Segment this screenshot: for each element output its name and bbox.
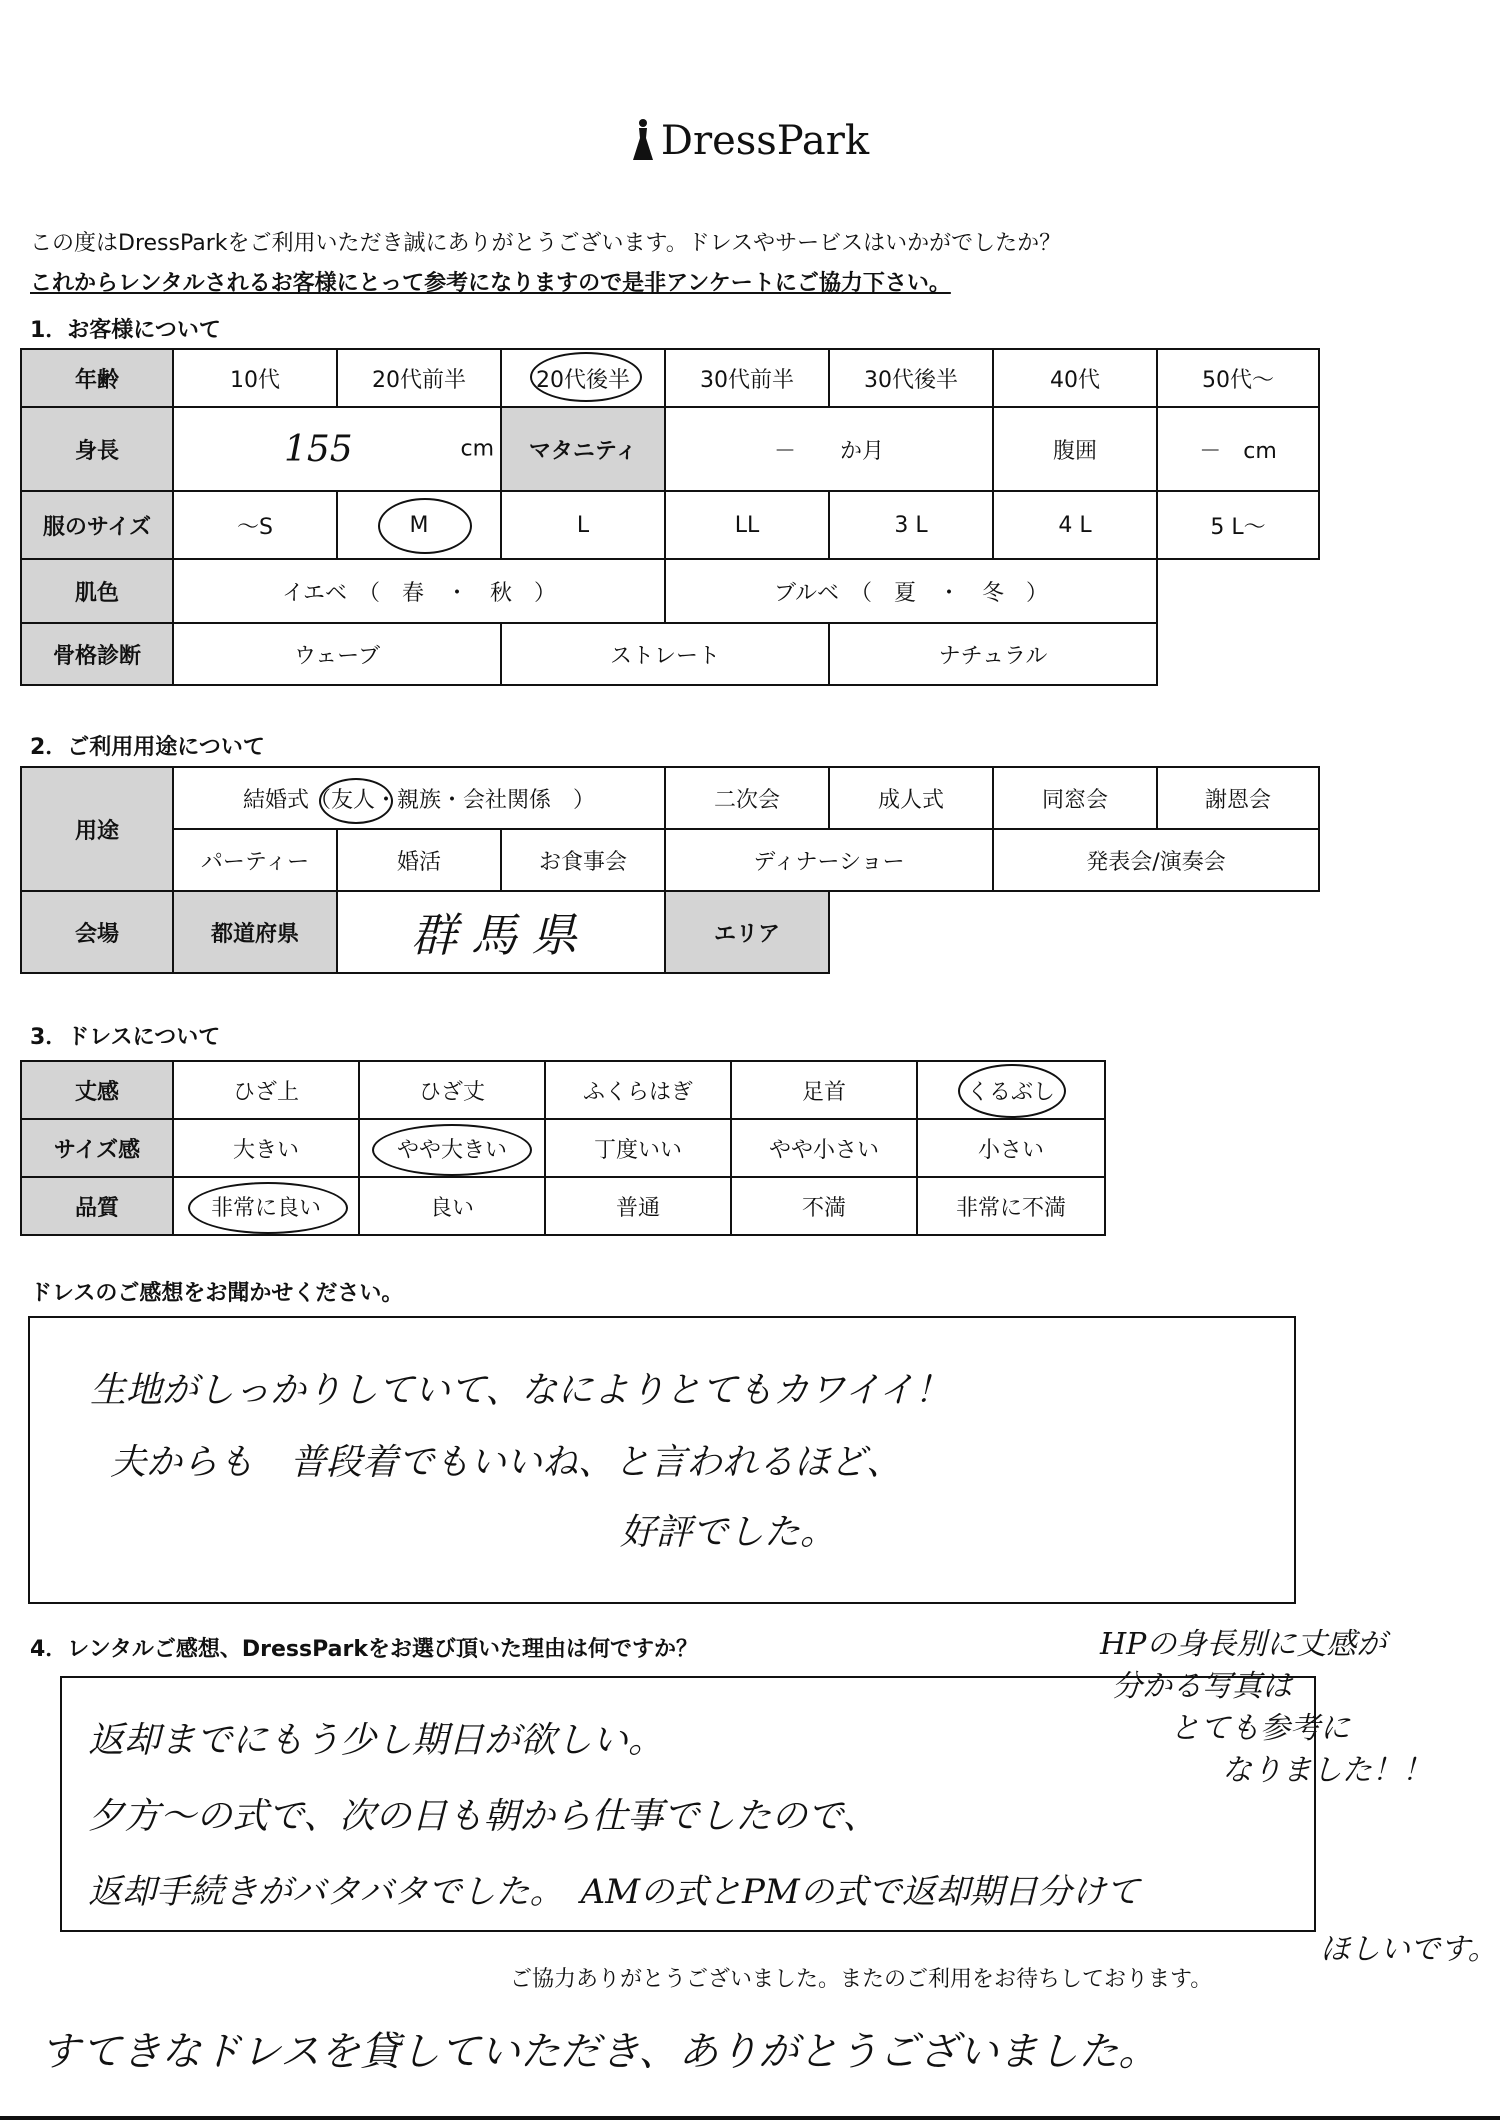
impression-line-3: 好評でした。 [620, 1512, 837, 1553]
answer-box[interactable] [60, 1676, 1316, 1932]
fit-slightly-large-label: やや大きい [396, 1137, 507, 1163]
selection-circle [372, 1124, 532, 1176]
selection-circle [378, 498, 472, 554]
belly-label: 腹囲 [993, 407, 1157, 491]
impression-line-1: 生地がしっかりしていて、なによりとてもカワイイ！ [90, 1370, 951, 1411]
size-option-4l[interactable]: 4 L [993, 491, 1157, 559]
brand-name: DressPark [660, 118, 870, 164]
age-option-late20s-label: 20代後半 [536, 367, 630, 393]
age-option-50s[interactable]: 50代～ [1157, 349, 1319, 407]
intro-bold-text: これからレンタルされるお客様にとって参考になりますので是非アンケートにご協力下さい。 [30, 271, 951, 296]
wedding-text: 結婚式（ [242, 787, 331, 813]
prefecture-field[interactable] [337, 891, 665, 973]
age-option-10s[interactable]: 10代 [173, 349, 337, 407]
empty-cell [1157, 623, 1319, 685]
impression-box[interactable] [28, 1316, 1296, 1604]
section1-title: 1．お客様について [30, 318, 221, 343]
purpose-dinner[interactable]: お食事会 [501, 829, 665, 891]
purpose-wedding-option[interactable] [173, 767, 665, 829]
length-above-knee[interactable]: ひざ上 [173, 1061, 359, 1119]
size-option-m-label: M [409, 512, 429, 538]
purpose-table [20, 766, 1320, 974]
intro-text: この度はDressParkをご利用いただき誠にありがとうございます。ドレスやサービスはいかがでしたか？ [30, 231, 1062, 256]
fit-label: サイズ感 [21, 1119, 173, 1177]
section4-title: 4．レンタルご感想、DressParkをお選び頂いた理由は何ですか？ [30, 1637, 698, 1662]
skin-label: 肌色 [21, 559, 173, 623]
age-option-early20s[interactable]: 20代前半 [337, 349, 501, 407]
purpose-label: 用途 [21, 767, 173, 891]
fit-slightly-small[interactable]: やや小さい [731, 1119, 917, 1177]
frame-straight-option[interactable]: ストレート [501, 623, 829, 685]
bottom-edge-line [0, 2116, 1500, 2120]
purpose-party[interactable]: パーティー [173, 829, 337, 891]
quality-very-good[interactable] [173, 1177, 359, 1235]
size-option-l[interactable]: L [501, 491, 665, 559]
footer-handwritten: すてきなドレスを貸していただき、ありがとうございました。 [40, 2029, 1159, 2075]
selection-circle [319, 778, 393, 824]
brand-logo [0, 118, 1500, 164]
frame-wave-option[interactable]: ウェーブ [173, 623, 501, 685]
answer-line-4: ほしいです。 [1320, 1932, 1498, 1967]
impression-line-2: 夫からも 普段着でもいいね、と言われるほど、 [110, 1442, 903, 1483]
belly-field[interactable]: － cm [1157, 407, 1319, 491]
height-field[interactable] [173, 407, 501, 491]
wedding-friend [331, 788, 375, 813]
height-label: 身長 [21, 407, 173, 491]
purpose-afterparty[interactable]: 二次会 [665, 767, 829, 829]
purpose-konkatsu[interactable]: 婚活 [337, 829, 501, 891]
size-option-m[interactable] [337, 491, 501, 559]
fit-large[interactable]: 大きい [173, 1119, 359, 1177]
age-option-late30s[interactable]: 30代後半 [829, 349, 993, 407]
area-label: エリア [665, 891, 829, 973]
maternity-months-field[interactable]: － か月 [665, 407, 993, 491]
fit-small[interactable]: 小さい [917, 1119, 1105, 1177]
quality-good[interactable]: 良い [359, 1177, 545, 1235]
area-field[interactable] [829, 891, 1319, 973]
fit-slightly-large[interactable] [359, 1119, 545, 1177]
quality-dissatisfied[interactable]: 不満 [731, 1177, 917, 1235]
purpose-reunion[interactable]: 同窓会 [993, 767, 1157, 829]
length-anklebone[interactable] [917, 1061, 1105, 1119]
size-option-ll[interactable]: LL [665, 491, 829, 559]
height-unit: cm [460, 436, 494, 462]
fit-just-right[interactable]: 丁度いい [545, 1119, 731, 1177]
side-note-line-2: 分かる写真は [1112, 1669, 1292, 1704]
section3-title: 3．ドレスについて [30, 1025, 221, 1050]
friend-text: 友人 [330, 787, 375, 813]
side-note-line-1: HPの身長別に丈感が [1100, 1627, 1387, 1662]
length-ankle[interactable]: 足首 [731, 1061, 917, 1119]
answer-line-1: 返却までにもう少し期日が欲しい。 [88, 1720, 665, 1761]
size-option-s[interactable]: ～S [173, 491, 337, 559]
wedding-rest-text: ・親族・会社関係 ） [375, 787, 596, 813]
dress-table [20, 1060, 1106, 1236]
age-label: 年齢 [21, 349, 173, 407]
quality-very-dissatisfied[interactable]: 非常に不満 [917, 1177, 1105, 1235]
quality-very-good-label: 非常に良い [210, 1195, 321, 1221]
impression-question: ドレスのご感想をお聞かせください。 [30, 1281, 404, 1306]
prefecture-label: 都道府県 [173, 891, 337, 973]
length-knee[interactable]: ひざ丈 [359, 1061, 545, 1119]
answer-line-3: 返却手続きがバタバタでした。 AMの式とPMの式で返却期日分けて [88, 1872, 1140, 1912]
skin-yellow-option[interactable]: イエベ （ 春 ・ 秋 ） [173, 559, 665, 623]
maternity-label: マタニティ [501, 407, 665, 491]
customer-table [20, 348, 1320, 686]
selection-circle [958, 1064, 1066, 1118]
length-label: 丈感 [21, 1061, 173, 1119]
purpose-coming-of-age[interactable]: 成人式 [829, 767, 993, 829]
purpose-recital[interactable]: 発表会/演奏会 [993, 829, 1319, 891]
length-anklebone-label: くるぶし [966, 1079, 1055, 1105]
quality-label: 品質 [21, 1177, 173, 1235]
age-option-early30s[interactable]: 30代前半 [665, 349, 829, 407]
height-value: 155 [284, 428, 353, 470]
empty-cell [1157, 559, 1319, 623]
quality-average[interactable]: 普通 [545, 1177, 731, 1235]
thanks-message: ご協力ありがとうございました。またのご利用をお待ちしております。 [510, 1967, 1213, 1992]
purpose-dinner-show[interactable]: ディナーショー [665, 829, 993, 891]
side-note-line-3: とても参考に [1170, 1711, 1350, 1746]
age-option-40s[interactable]: 40代 [993, 349, 1157, 407]
section2-title: 2．ご利用用途について [30, 735, 265, 760]
dress-icon [631, 118, 655, 162]
skin-blue-option[interactable]: ブルベ （ 夏 ・ 冬 ） [665, 559, 1157, 623]
purpose-thank-you-party[interactable]: 謝恩会 [1157, 767, 1319, 829]
selection-circle [530, 352, 642, 402]
age-option-late20s[interactable] [501, 349, 665, 407]
size-option-5l[interactable]: 5 L～ [1157, 491, 1319, 559]
length-calf[interactable]: ふくらはぎ [545, 1061, 731, 1119]
size-label: 服のサイズ [21, 491, 173, 559]
answer-line-2: 夕方～の式で、次の日も朝から仕事でしたので、 [88, 1796, 879, 1837]
frame-label: 骨格診断 [21, 623, 173, 685]
prefecture-value: 群馬県 [411, 908, 591, 962]
frame-natural-option[interactable]: ナチュラル [829, 623, 1157, 685]
selection-circle [188, 1182, 348, 1234]
venue-label: 会場 [21, 891, 173, 973]
size-option-3l[interactable]: 3 L [829, 491, 993, 559]
side-note-line-4: なりました！！ [1222, 1753, 1432, 1788]
